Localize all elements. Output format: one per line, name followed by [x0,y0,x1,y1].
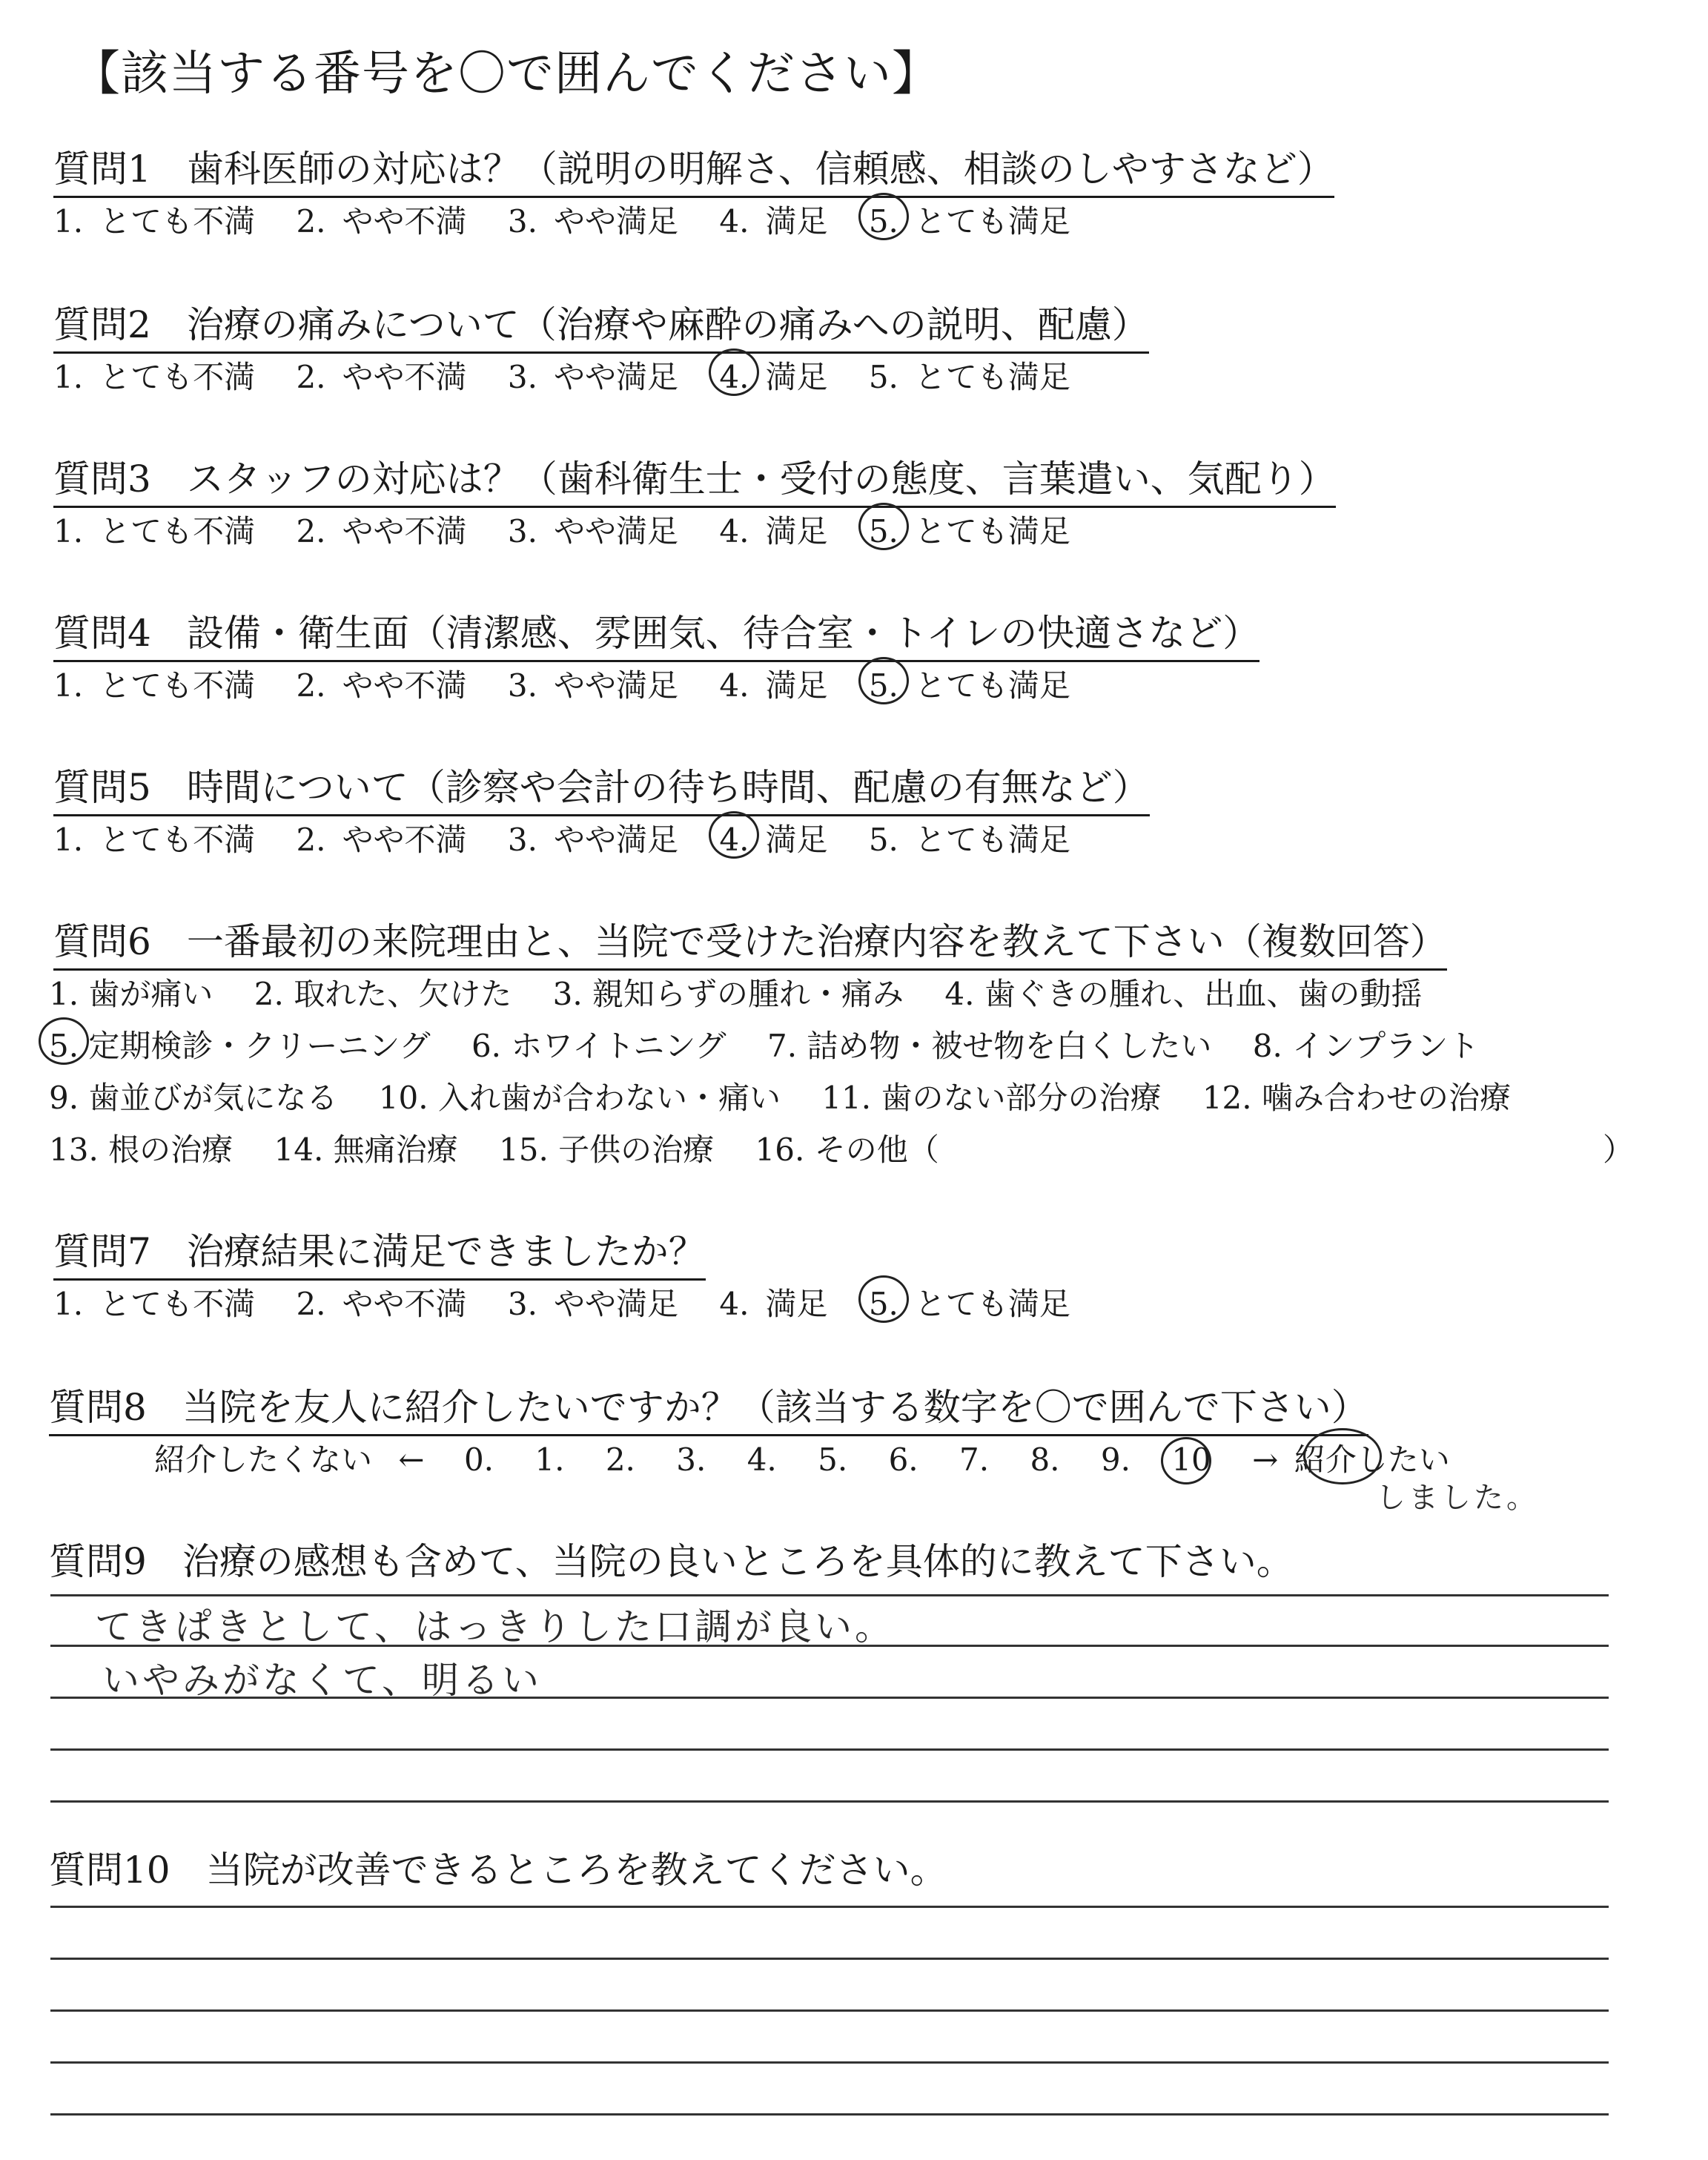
q6-option-11[interactable]: 11. 歯のない部分の治療 [821,1080,1162,1116]
question-1-number: 質問1 [53,148,151,191]
question-4-number: 質問4 [53,612,151,655]
question-1-text: 歯科医師の対応は？（説明の明解さ、信頼感、相談のしやすさなど） [186,148,1334,191]
q6-option-16-other[interactable]: 16. その他（ [755,1132,939,1168]
question-6-text: 一番最初の来院理由と、当院で受けた治療内容を教えて下さい（複数回答） [186,920,1447,963]
q4-option-4[interactable]: 4. 満足 [719,667,828,704]
q2-option-1[interactable]: 1. とても不満 [53,359,256,395]
q6-option-15[interactable]: 15. 子供の治療 [499,1132,715,1168]
q8-option-5[interactable]: 5. [818,1441,848,1478]
q6-option-6[interactable]: 6. ホワイトニング [471,1028,726,1064]
q6-option-2[interactable]: 2. 取れた、欠けた [254,976,512,1012]
q8-right-label: 紹介したい [1294,1441,1450,1478]
q6-option-10[interactable]: 10. 入れ歯が合わない・痛い [378,1080,781,1116]
question-2-text: 治療の痛みについて（治療や麻酔の痛みへの説明、配慮） [186,303,1149,346]
q8-option-0[interactable]: 0. [463,1441,494,1478]
question-2-heading [53,295,1149,354]
q9-answer-line-1: てきぱきとして、はっきりした口調が良い。 [95,1605,895,1648]
question-4-options [53,661,1102,706]
q6-other-close-paren: ） [1603,1132,1635,1168]
q8-option-8[interactable]: 8. [1030,1441,1060,1478]
q8-left-label: 紹介したくない [154,1441,373,1478]
question-9-heading [49,1532,1294,1585]
question-5-number: 質問5 [53,766,151,809]
q7-option-3[interactable]: 3. やや満足 [507,1286,678,1322]
question-3-options [53,507,1102,552]
question-8-heading [49,1378,1368,1436]
question-2-options [53,353,1102,397]
q5-option-1[interactable]: 1. とても不満 [53,822,256,858]
q6-option-14[interactable]: 14. 無痛治療 [274,1132,458,1168]
q5-option-3[interactable]: 3. やや満足 [507,822,678,858]
question-7-heading [53,1222,706,1281]
question-4-text: 設備・衛生面（清潔感、雰囲気、待合室・トイレの快適さなど） [186,612,1260,655]
q8-option-1[interactable]: 1. [534,1441,565,1478]
q10-answer-rule [50,1906,1609,1908]
q10-answer-rule [50,2061,1609,2064]
q10-answer-rule [50,2009,1609,2012]
question-7-text: 治療結果に満足できましたか？ [186,1230,706,1273]
question-6-number: 質問6 [53,920,151,963]
page-title: 【該当する番号を〇で囲んでください】 [73,47,940,102]
q3-option-1[interactable]: 1. とても不満 [53,513,256,549]
question-5-options [53,816,1102,860]
q8-option-6[interactable]: 6. [888,1441,918,1478]
q8-option-10-selected[interactable]: 10 [1171,1441,1211,1478]
q7-option-1[interactable]: 1. とても不満 [53,1286,256,1322]
q6-option-1[interactable]: 1. 歯が痛い [49,976,214,1012]
question-6-row-4 [49,1126,970,1170]
q6-option-3[interactable]: 3. 親知らずの腫れ・痛み [552,976,904,1012]
q8-handwritten-note: しました。 [1376,1481,1539,1515]
q4-option-1[interactable]: 1. とても不満 [53,667,256,704]
question-8-number: 質問8 [49,1386,147,1429]
question-10-number: 質問10 [49,1849,171,1892]
q9-answer-rule [50,1697,1609,1699]
question-3-number: 質問3 [53,458,151,501]
question-4-heading [53,604,1260,662]
q2-option-3[interactable]: 3. やや満足 [507,359,678,395]
q5-option-4-selected[interactable]: 4. 満足 [719,816,827,860]
question-10-text: 当院が改善できるところを教えてください。 [205,1849,947,1892]
q2-option-5[interactable]: 5. とても満足 [868,359,1070,395]
q1-option-2[interactable]: 2. やや不満 [296,203,467,240]
left-arrow-icon: ← [398,1441,425,1478]
q8-option-9[interactable]: 9. [1100,1441,1131,1478]
q5-option-2[interactable]: 2. やや不満 [296,822,467,858]
q6-option-12[interactable]: 12. 噛み合わせの治療 [1202,1080,1511,1116]
question-1-heading [53,139,1334,198]
q3-option-4[interactable]: 4. 満足 [719,513,828,549]
q2-option-4-selected[interactable]: 4. 満足 [719,353,827,397]
q6-option-8[interactable]: 8. インプラント [1252,1028,1480,1064]
q6-option-9[interactable]: 9. 歯並びが気になる [49,1080,338,1116]
question-3-text: スタッフの対応は？（歯科衛生士・受付の態度、言葉遣い、気配り） [186,458,1336,501]
question-6-heading [53,912,1447,971]
question-2-number: 質問2 [53,303,151,346]
question-5-text: 時間について（診察や会計の待ち時間、配慮の有無など） [186,766,1150,809]
q7-option-4[interactable]: 4. 満足 [719,1286,828,1322]
q5-option-5[interactable]: 5. とても満足 [868,822,1070,858]
question-1-options [53,197,1102,242]
q6-option-7[interactable]: 7. 詰め物・被せ物を白くしたい [767,1028,1212,1064]
q6-option-13[interactable]: 13. 根の治療 [49,1132,234,1168]
q1-option-3[interactable]: 3. やや満足 [507,203,678,240]
question-6-row-3 [49,1074,1542,1118]
q1-option-4[interactable]: 4. 満足 [719,203,828,240]
q8-option-3[interactable]: 3. [676,1441,706,1478]
q3-option-5-selected[interactable]: 5. とても満足 [869,507,1070,552]
question-7-options [53,1280,1102,1324]
q8-hand-circle [1303,1428,1382,1484]
q1-option-1[interactable]: 1. とても不満 [53,203,256,240]
q9-answer-rule [50,1800,1609,1803]
q4-option-2[interactable]: 2. やや不満 [296,667,467,704]
q9-answer-rule [50,1645,1609,1647]
q9-answer-rule [50,1748,1609,1751]
question-6-row-1 [49,970,1453,1014]
q3-option-3[interactable]: 3. やや満足 [507,513,678,549]
question-5-heading [53,758,1150,816]
q7-option-2[interactable]: 2. やや不満 [296,1286,467,1322]
q3-option-2[interactable]: 2. やや不満 [296,513,467,549]
q1-option-5-selected[interactable]: 5. とても満足 [869,197,1070,242]
q10-answer-rule [50,2113,1609,2116]
q7-option-5-selected[interactable]: 5. とても満足 [869,1280,1070,1324]
question-3-heading [53,449,1336,508]
q10-answer-rule [50,1958,1609,1960]
question-7-number: 質問7 [53,1230,151,1273]
q8-option-4[interactable]: 4. [747,1441,777,1478]
question-10-heading [49,1840,947,1894]
q2-option-2[interactable]: 2. やや不満 [296,359,467,395]
question-9-text: 治療の感想も含めて、当院の良いところを具体的に教えて下さい。 [182,1540,1294,1583]
right-arrow-icon: → [1252,1441,1279,1478]
question-8-scale [154,1436,1450,1480]
q6-option-4[interactable]: 4. 歯ぐきの腫れ、出血、歯の動揺 [944,976,1423,1012]
q8-option-7[interactable]: 7. [959,1441,990,1478]
question-8-text: 当院を友人に紹介したいですか？（該当する数字を〇で囲んで下さい） [182,1386,1368,1429]
q6-option-5-selected[interactable]: 5. 定期検診・クリーニング [49,1022,431,1066]
q9-answer-line-2: いやみがなくて、明るい [102,1659,542,1702]
q8-option-2[interactable]: 2. [605,1441,635,1478]
q9-answer-rule [50,1594,1609,1596]
question-9-number: 質問9 [49,1540,147,1583]
question-6-row-2 [49,1022,1510,1066]
q4-option-3[interactable]: 3. やや満足 [507,667,678,704]
q4-option-5-selected[interactable]: 5. とても満足 [869,661,1070,706]
